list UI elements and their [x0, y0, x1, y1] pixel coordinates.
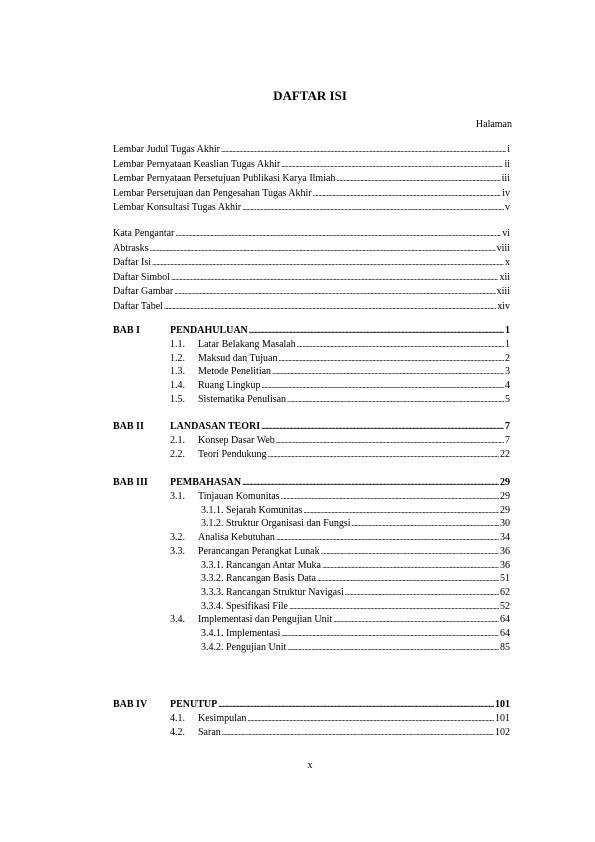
- toc-entry-label: 3.3.2. Rancangan Basis Data: [201, 573, 316, 585]
- toc-entry-label: 3.4.2. Pengujian Unit: [201, 641, 287, 653]
- toc-entry: [201, 586, 510, 599]
- toc-entry: [198, 434, 510, 447]
- toc-entry-page: x: [505, 257, 510, 268]
- toc-entry-label: Lembar Persetujuan dan Pengesahan Tugas Akhir: [113, 187, 312, 199]
- chapter-number: BAB IV: [113, 699, 148, 710]
- toc-entry-page: i: [507, 144, 510, 155]
- toc-entry-label: Kata Pengantar: [113, 228, 175, 239]
- section-number: 3.2.: [170, 532, 185, 544]
- toc-entry: [198, 393, 510, 406]
- toc-entry-page: 22: [500, 448, 510, 460]
- section-number: 2.1.: [170, 435, 185, 446]
- dot-leader: [287, 641, 499, 654]
- chapter-number: BAB I: [113, 325, 140, 336]
- toc-entry-label: 3.3.1. Rancangan Antar Muka: [201, 559, 321, 571]
- toc-entry: [170, 324, 510, 337]
- dot-leader: [267, 448, 499, 461]
- toc-entry-label: Konsep Dasar Web: [198, 435, 275, 446]
- toc-entry-label: PENUTUP: [170, 699, 218, 710]
- toc-entry-label: Metode Penelitian: [198, 366, 272, 378]
- dot-leader: [262, 379, 505, 392]
- toc-entry-label: Ruang Lingkup: [198, 380, 261, 392]
- toc-entry-label: 3.3.3. Rancangan Struktur Navigasi: [201, 586, 344, 598]
- dot-leader: [272, 365, 504, 378]
- section-number: 1.5.: [170, 393, 185, 405]
- toc-entry-label: Daftar Gambar: [113, 286, 174, 297]
- toc-entry-page: 34: [500, 532, 510, 544]
- page-title: DAFTAR ISI: [273, 88, 347, 103]
- toc-entry-page: 29: [500, 477, 510, 488]
- toc-entry-label: Abtrasks: [113, 242, 149, 254]
- toc-entry-page: 30: [500, 518, 510, 530]
- dot-leader: [164, 300, 496, 313]
- toc-entry: [113, 242, 510, 255]
- dot-leader: [152, 256, 504, 269]
- toc-entry: [198, 712, 510, 725]
- toc-entry-page: 64: [500, 628, 510, 639]
- toc-entry-page: 29: [500, 504, 510, 516]
- toc-entry-page: 7: [505, 421, 510, 432]
- toc-entry: [113, 256, 510, 269]
- dot-leader: [247, 712, 494, 725]
- toc-entry-page: 36: [500, 559, 510, 571]
- toc-entry-page: 29: [500, 491, 510, 502]
- dot-leader: [249, 324, 504, 337]
- toc-entry: [201, 600, 510, 613]
- toc-entry: [201, 559, 510, 572]
- section-number: 1.3.: [170, 366, 185, 378]
- toc-entry: [113, 285, 510, 298]
- dot-leader: [222, 726, 494, 739]
- dot-leader: [261, 420, 504, 433]
- toc-entry: [113, 271, 510, 284]
- dot-leader: [297, 338, 504, 351]
- toc-entry: [198, 531, 510, 544]
- toc-entry-label: Kesimpulan: [198, 713, 247, 724]
- section-number: 4.2.: [170, 726, 185, 738]
- dot-leader: [175, 227, 501, 240]
- toc-entry-page: 101: [495, 713, 510, 724]
- toc-entry-label: Daftar Tabel: [113, 300, 163, 312]
- toc-entry-page: 2: [505, 352, 510, 364]
- dot-leader: [242, 201, 504, 214]
- toc-entry-page: v: [505, 202, 510, 213]
- toc-entry-page: 102: [495, 726, 510, 738]
- toc-entry: [198, 613, 510, 626]
- toc-entry: [198, 448, 510, 461]
- dot-leader: [303, 504, 499, 517]
- toc-entry: [170, 698, 510, 711]
- dot-leader: [333, 613, 499, 626]
- toc-entry: [198, 379, 510, 392]
- toc-entry-page: ii: [504, 158, 510, 170]
- toc-entry-page: 62: [500, 586, 510, 598]
- toc-entry-label: Lembar Pernyataan Persetujuan Publikasi Karya Ilmiah: [113, 173, 336, 184]
- toc-entry-page: 7: [505, 435, 510, 446]
- toc-entry-label: Maksud dan Tujuan: [198, 352, 278, 364]
- toc-entry-label: 3.1.2. Struktur Organisasi dan Fungsi: [201, 518, 351, 530]
- toc-entry-page: xii: [499, 271, 510, 283]
- toc-entry-page: xiii: [496, 286, 510, 297]
- toc-entry-label: Implementasi dan Pengujian Unit: [198, 614, 333, 626]
- toc-entry-label: 3.1.1. Sejarah Komunitas: [201, 504, 303, 516]
- toc-entry-label: Lembar Konsultasi Tugas Akhir: [113, 202, 242, 213]
- dot-leader: [322, 559, 499, 572]
- toc-entry-label: Lembar Judul Tugas Akhir: [113, 144, 220, 155]
- toc-entry-page: 3: [505, 366, 510, 378]
- toc-entry-page: 52: [500, 600, 510, 612]
- toc-entry-label: Daftar Isi: [113, 257, 152, 268]
- dot-leader: [281, 490, 499, 503]
- toc-entry-page: 51: [500, 573, 510, 585]
- toc-entry-label: 3.3.4. Spesifikasi File: [201, 600, 288, 612]
- toc-entry-label: Perancangan Perangkat Lunak: [198, 545, 320, 557]
- dot-leader: [276, 531, 499, 544]
- toc-entry-label: Daftar Simbol: [113, 271, 170, 283]
- toc-entry-label: Tinjauan Komunitas: [198, 491, 280, 502]
- dot-leader: [174, 285, 495, 298]
- toc-entry: [201, 504, 510, 517]
- toc-entry: [113, 187, 510, 200]
- chapter-number: BAB III: [113, 477, 148, 488]
- halaman-label: Halaman: [475, 119, 512, 130]
- toc-entry: [170, 420, 510, 433]
- toc-entry-label: PEMBAHASAN: [170, 477, 242, 488]
- toc-entry-page: 4: [505, 380, 510, 392]
- toc-entry-label: 3.4.1. Implementasi: [201, 628, 281, 639]
- dot-leader: [150, 242, 496, 255]
- toc-entry: [201, 517, 510, 530]
- toc-entry: [201, 627, 510, 640]
- toc-entry: [198, 338, 510, 351]
- section-number: 2.2.: [170, 448, 185, 460]
- section-number: 3.4.: [170, 614, 185, 626]
- dot-leader: [317, 572, 499, 585]
- toc-entry-page: 64: [500, 614, 510, 626]
- toc-entry: [113, 158, 510, 171]
- section-number: 1.4.: [170, 380, 185, 392]
- dot-leader: [276, 434, 504, 447]
- dot-leader: [345, 586, 499, 599]
- section-number: 1.1.: [170, 339, 185, 350]
- toc-entry: [113, 300, 510, 313]
- toc-entry-page: 85: [500, 641, 510, 653]
- section-number: 3.1.: [170, 491, 185, 502]
- toc-entry-label: Analisa Kebutuhan: [198, 532, 275, 544]
- dot-leader: [281, 158, 503, 171]
- toc-entry-page: viii: [496, 242, 510, 254]
- dot-leader: [242, 476, 499, 489]
- toc-entry-page: 101: [495, 699, 510, 710]
- toc-entry-page: vi: [502, 228, 510, 239]
- dot-leader: [218, 698, 494, 711]
- toc-entry-page: iii: [501, 173, 510, 184]
- section-number: 4.1.: [170, 713, 185, 724]
- toc-entry-label: Teori Pendukung: [198, 448, 267, 460]
- dot-leader: [171, 271, 499, 284]
- section-number: 1.2.: [170, 352, 185, 364]
- toc-entry-label: Saran: [198, 726, 221, 738]
- toc-entry: [201, 572, 510, 585]
- toc-entry: [113, 172, 510, 185]
- toc-entry-label: LANDASAN TEORI: [170, 421, 261, 432]
- toc-entry-page: xiv: [497, 300, 510, 312]
- toc-entry: [198, 545, 510, 558]
- toc-entry: [170, 476, 510, 489]
- toc-entry-label: Lembar Pernyataan Keaslian Tugas Akhir: [113, 158, 281, 170]
- toc-entry-page: 1: [505, 325, 510, 336]
- dot-leader: [352, 517, 499, 530]
- toc-entry-label: Sistematika Penulisan: [198, 393, 287, 405]
- dot-leader: [281, 627, 499, 640]
- toc-entry: [198, 365, 510, 378]
- dot-leader: [321, 545, 499, 558]
- toc-entry: [113, 227, 510, 240]
- toc-entry: [198, 726, 510, 739]
- toc-entry-page: 1: [505, 339, 510, 350]
- toc-entry-label: PENDAHULUAN: [170, 325, 248, 336]
- toc-entry-page: 5: [505, 393, 510, 405]
- dot-leader: [278, 352, 504, 365]
- toc-entry-page: iv: [502, 187, 510, 199]
- page-number: x: [307, 760, 313, 771]
- dot-leader: [289, 600, 499, 613]
- toc-entry: [113, 143, 510, 156]
- toc-entry: [113, 201, 510, 214]
- dot-leader: [313, 187, 502, 200]
- toc-entry-label: Latar Belakang Masalah: [198, 339, 296, 350]
- dot-leader: [336, 172, 500, 185]
- toc-entry: [201, 641, 510, 654]
- toc-entry: [198, 352, 510, 365]
- dot-leader: [287, 393, 504, 406]
- dot-leader: [221, 143, 506, 156]
- toc-entry: [198, 490, 510, 503]
- section-number: 3.3.: [170, 545, 185, 557]
- toc-entry-page: 36: [500, 545, 510, 557]
- chapter-number: BAB II: [113, 421, 144, 432]
